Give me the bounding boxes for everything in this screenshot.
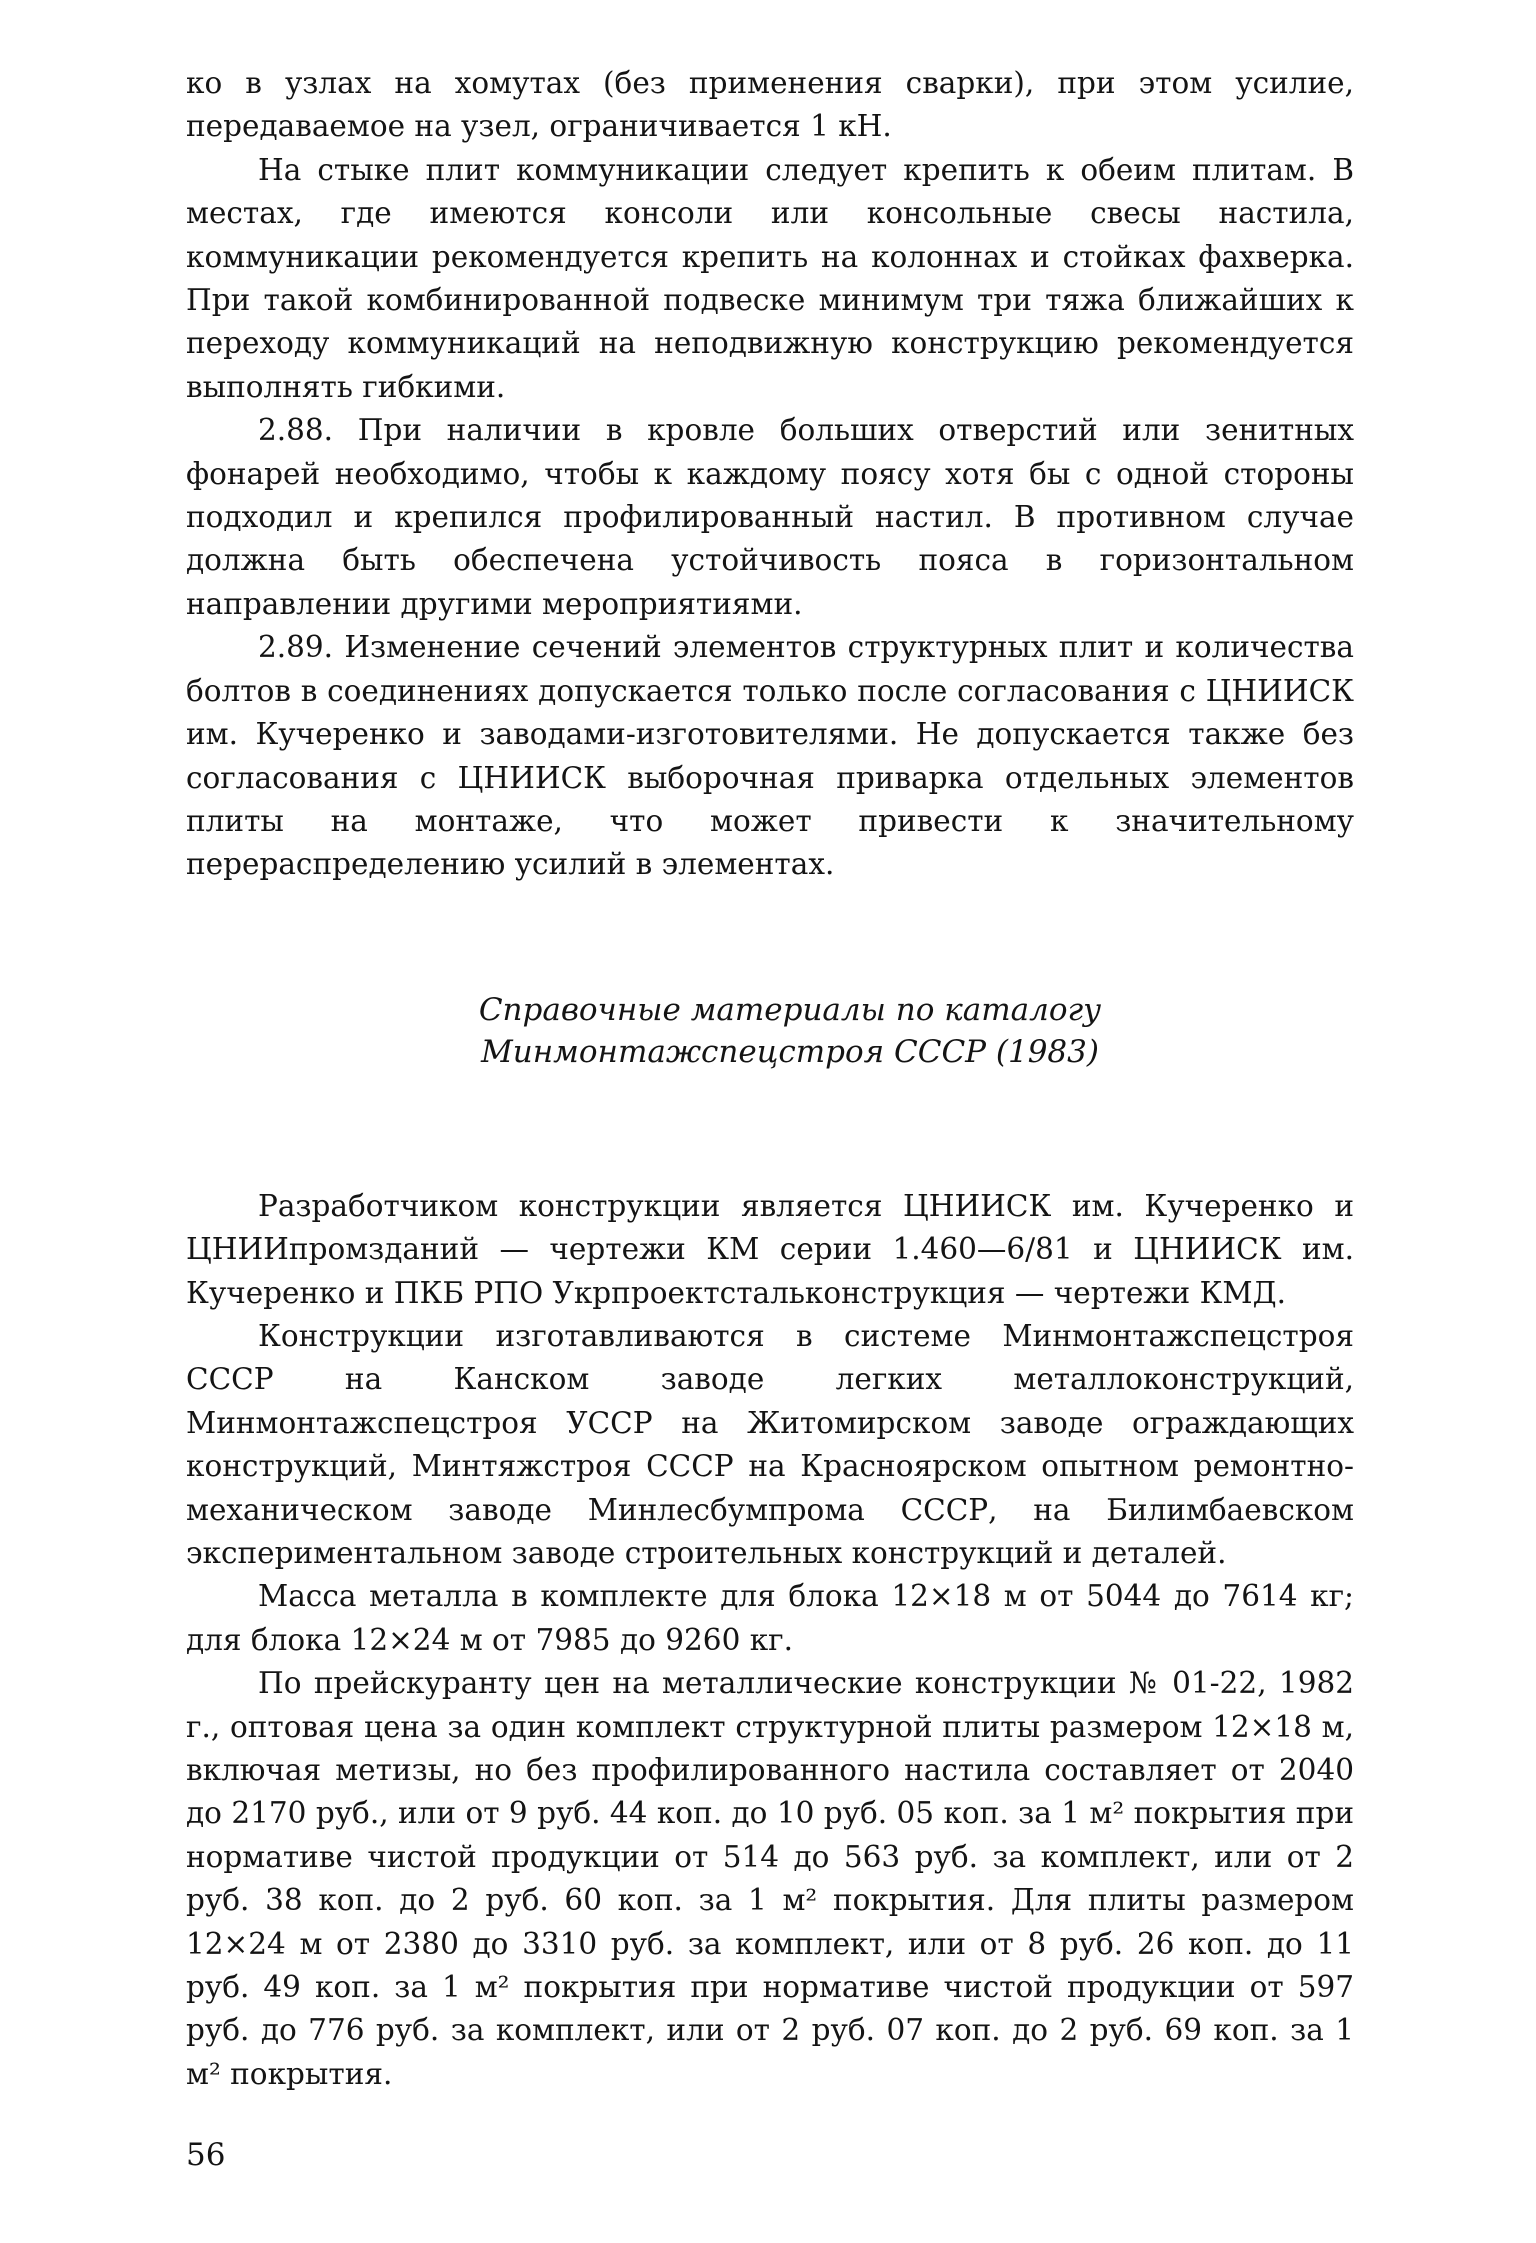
section-title-line-2: Минмонтажспецстроя СССР (1983)	[481, 1033, 1099, 1070]
page-number: 56	[186, 2137, 226, 2173]
paragraph-developer: Разработчиком конструкции является ЦНИИСК им. Кучеренко и ЦНИИпромзданий — чертежи КМ серии 1.460—6/81 и ЦНИИСК им. Кучеренко и ПКБ РПО Укрпроектстальконструкция — чертежи КМД.	[186, 1188, 1354, 1310]
paragraph-price: По прейскуранту цен на металлические конструкции № 01-22, 1982 г., оптовая цена за один комплект структурной плиты размером 12×18 м, включая метизы, но без профилированного настила составляет от 2040 до 2170 руб., или от 9 руб. 44 коп. до 10 руб. 05 коп. за 1 м² покрытия при нормативе чистой продукции от 514 до 563 руб. за комплект, или от 2 руб. 38 коп. до 2 руб. 60 коп. за 1 м² покрытия. Для плиты размером 12×24 м от 2380 до 3310 руб. за комплект, или от 8 руб. 26 коп. до 11 руб. 49 коп. за 1 м² покрытия при нормативе чистой продукции от 597 руб. до 776 руб. за комплект, или от 2 руб. 07 коп. до 2 руб. 69 коп. за 1 м² покрытия.	[186, 1666, 1354, 2091]
paragraph-2-89: 2.89. Изменение сечений элементов структурных плит и количества болтов в соединениях допускается только после согласования с ЦНИИСК им. Кучеренко и заводами-изготовителями. Не допускается также без согласования с ЦНИИСК выборочная приварка отдельных элементов плиты на монтаже, что может привести к значительному перераспределению усилий в элементах.	[186, 630, 1354, 882]
page-body	[186, 62, 1354, 2096]
paragraph-mass: Масса металла в комплекте для блока 12×18 м от 5044 до 7614 кг; для блока 12×24 м от 7985 до 9260 кг.	[186, 1579, 1354, 1657]
paragraph-continuation: ко в узлах на хомутах (без применения сварки), при этом усилие, передаваемое на узел, ограничивается 1 кН.	[186, 66, 1354, 144]
paragraph-2-88: 2.88. При наличии в кровле больших отверстий или зенитных фонарей необходимо, чтобы к каждому поясу хотя бы с одной стороны подходил и крепился профилированный настил. В противном случае должна быть обеспечена устойчивость пояса в горизонтальном направлении другими мероприятиями.	[186, 413, 1354, 621]
section-title-line-1: Справочные материалы по каталогу	[478, 991, 1102, 1028]
paragraph-communications: На стыке плит коммуникации следует крепить к обеим плитам. В местах, где имеются консоли или консольные свесы настила, коммуникации рекомендуется крепить на колоннах и стойках фахверка. При такой комбинированной подвеске минимум три тяжа ближайших к переходу коммуникаций на неподвижную конструкцию рекомендуется выполнять гибкими.	[186, 152, 1354, 404]
paragraph-manufacturing: Конструкции изготавливаются в системе Минмонтажспецстроя СССР на Канском заводе легких металлоконструкций, Минмонтажспецстроя УССР на Житомирском заводе ограждающих конструкций, Минтяжстроя СССР на Красноярском опытном ремонтно-механическом заводе Минлесбумпрома СССР, на Билимбаевском экспериментальном заводе строительных конструкций и деталей.	[186, 1318, 1354, 1570]
section-title	[186, 989, 1354, 1073]
